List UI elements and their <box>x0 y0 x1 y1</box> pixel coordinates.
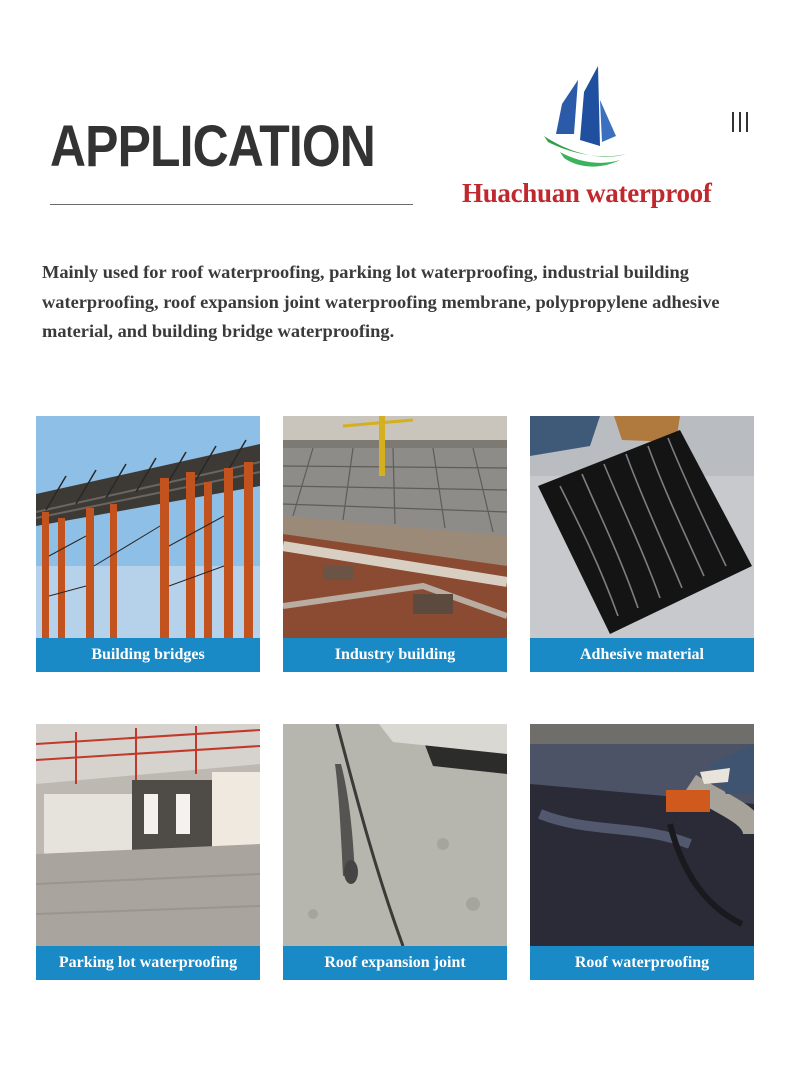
card-caption: Building bridges <box>36 638 260 672</box>
card-caption: Roof waterproofing <box>530 946 754 980</box>
application-card[interactable] <box>283 416 507 672</box>
concrete-roof-joint-photo <box>283 724 507 946</box>
card-caption: Parking lot waterproofing <box>36 946 260 980</box>
construction-site-photo <box>283 416 507 638</box>
page-title: APPLICATION <box>50 114 375 179</box>
title-divider <box>50 204 413 205</box>
application-card[interactable] <box>530 724 754 980</box>
application-card[interactable] <box>36 724 260 980</box>
menu-icon[interactable] <box>730 112 750 132</box>
application-card[interactable] <box>36 416 260 672</box>
black-adhesive-membrane-photo <box>530 416 754 638</box>
description-text: Mainly used for roof waterproofing, parking lot waterproofing, industrial building waterproofing, roof expansion joint waterproofing membrane, polypropylene adhesive material, and building bridge waterproofing. <box>42 262 720 341</box>
empty-parking-interior-photo <box>36 724 260 946</box>
steel-bridge-scaffold-photo <box>36 416 260 638</box>
application-card[interactable] <box>530 416 754 672</box>
brand-name: Huachuan waterproof <box>462 178 712 208</box>
sailboat-logo-icon <box>538 62 634 174</box>
card-caption: Roof expansion joint <box>283 946 507 980</box>
wet-roof-membrane-photo <box>530 724 754 946</box>
card-caption: Adhesive material <box>530 638 754 672</box>
card-caption: Industry building <box>283 638 507 672</box>
application-card[interactable] <box>283 724 507 980</box>
